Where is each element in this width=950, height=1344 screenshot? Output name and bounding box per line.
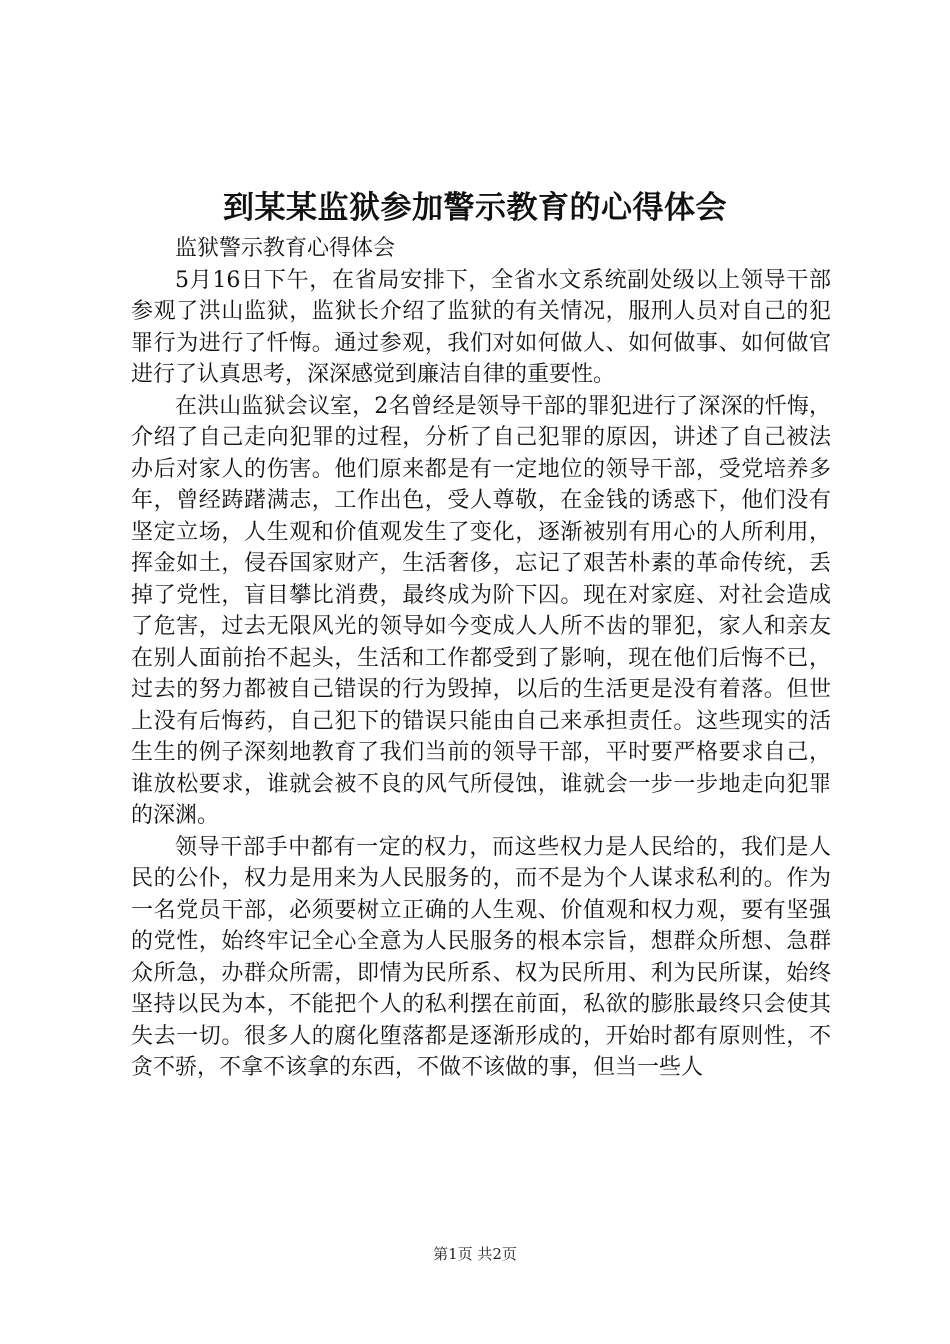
paragraph-2: 在洪山监狱会议室，2名曾经是领导干部的罪犯进行了深深的忏悔，介绍了自己走向犯罪的过程，分析了自己犯罪的原因，讲述了自己被法办后对家人的伤害。他们原来都是有一定地位的领导干部，受党培养多年，曾经踌躇满志，工作出色，受人尊敬，在金钱的诱惑下，他们没有坚定立场，人生观和价值观发生了变化，逐渐被别有用心的人所利用，挥金如土，侵吞国家财产，生活奢侈，忘记了艰苦朴素的革命传统，丢掉了党性，盲目攀比消费，最终成为阶下囚。现在对家庭、对社会造成了危害，过去无限风光的领导如今变成人人所不齿的罪犯，家人和亲友在别人面前抬不起头，生活和工作都受到了影响，现在他们后悔不已，过去的努力都被自己错误的行为毁掉，以后的生活更是没有着落。但世上没有后悔药，自己犯下的错误只能由自己来承担责任。这些现实的活生生的例子深刻地教育了我们当前的领导干部，平时要严格要求自己，谁放松要求，谁就会被不良的风气所侵蚀，谁就会一步一步地走向犯罪的深渊。	[131, 393, 831, 828]
document-subtitle: 监狱警示教育心得体会	[175, 236, 396, 261]
page-footer: 第1页 共2页	[433, 1245, 517, 1263]
document-body	[131, 233, 831, 1084]
document-title: 到某某监狱参加警示教育的心得体会	[223, 190, 727, 226]
paragraph-3: 领导干部手中都有一定的权力，而这些权力是人民给的，我们是人民的公仆，权力是用来为人民服务的，而不是为个人谋求私利的。作为一名党员干部，必须要树立正确的人生观、价值观和权力观，要有坚强的党性，始终牢记全心全意为人民服务的根本宗旨，想群众所想、急群众所急，办群众所需，即情为民所系、权为民所用、利为民所谋，始终坚持以民为本，不能把个人的私利摆在前面，私欲的膨胀最终只会使其失去一切。很多人的腐化堕落都是逐渐形成的，开始时都有原则性，不贪不骄，不拿不该拿的东西，不做不该做的事，但当一些人	[131, 834, 831, 1080]
paragraph-1: 5月16日下午，在省局安排下，全省水文系统副处级以上领导干部参观了洪山监狱，监狱长介绍了监狱的有关情况，服刑人员对自己的犯罪行为进行了忏悔。通过参观，我们对如何做人、如何做事、如何做官进行了认真思考，深深感觉到廉洁自律的重要性。	[131, 267, 831, 387]
